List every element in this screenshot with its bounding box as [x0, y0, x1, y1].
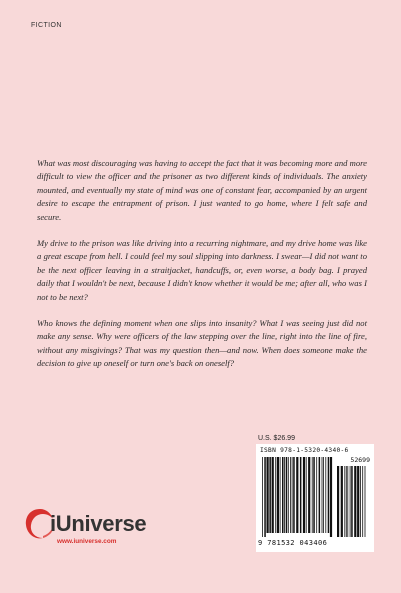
- barcode-bar: [365, 466, 366, 537]
- barcode-bar: [313, 457, 315, 533]
- barcode-bar: [347, 466, 348, 537]
- barcode-bar: [346, 466, 347, 537]
- barcode-bar: [290, 457, 291, 533]
- barcode-bar: [306, 457, 307, 533]
- barcode-bar: [325, 457, 326, 533]
- barcode-bar: [330, 457, 332, 537]
- barcode-bar: [344, 466, 345, 537]
- barcode-bar: [275, 457, 276, 533]
- barcode-bar: [300, 457, 302, 533]
- barcode-bar: [280, 457, 281, 533]
- barcode-bar: [357, 466, 359, 537]
- price-label: U.S. $26.99: [258, 435, 295, 442]
- barcode-bar: [288, 457, 289, 533]
- blurb: [37, 157, 367, 384]
- barcode-bar: [323, 457, 324, 533]
- barcode-bar: [308, 457, 310, 533]
- barcode-bar: [328, 457, 330, 533]
- barcode-bar: [293, 457, 295, 533]
- barcode-bar: [264, 457, 266, 537]
- barcode-bar: [277, 457, 279, 533]
- barcode-bar: [337, 466, 339, 537]
- barcode-bar: [354, 466, 356, 537]
- barcode-bar: [360, 466, 361, 537]
- blurb-paragraph: My drive to the prison was like driving into a recurring nightmare, and my drive home was like a great escape from hell. I could feel my soul slipping into darkness. I swear—I did not want to be the next officer leaving in a straitjacket, handcuffs, or, even worse, a body bag. I prayed daily that I wouldn't be next, because I didn't know whether it would be me; after all, who was I not to be next?: [37, 238, 367, 302]
- barcode-bar: [312, 457, 313, 533]
- barcode-bar: [292, 457, 293, 533]
- barcode-box: [256, 444, 374, 552]
- barcode-bar: [322, 457, 323, 533]
- ean-digits: 9 781532 043406: [258, 539, 328, 547]
- barcode-bar: [269, 457, 271, 533]
- barcode-bar: [362, 466, 363, 537]
- publisher-url: www.iuniverse.com: [57, 538, 117, 545]
- blurb-paragraph: What was most discouraging was having to accept the fact that it was becoming more and more difficult to view the officer and the prisoner as two different kinds of individuals. The anxiety mounted, and eventually my state of mind was one of constant fear, accompanied by an urgent desire to escape the entrapment of prison. I just wanted to go home, where I felt safe and secure.: [37, 158, 367, 222]
- barcode-bar: [272, 457, 274, 533]
- publisher-name: iUniverse: [50, 511, 147, 536]
- barcode-bar: [286, 457, 288, 533]
- genre-label: FICTION: [31, 22, 62, 29]
- barcode-bar: [341, 466, 343, 537]
- barcode-bar: [350, 466, 351, 537]
- addon-code: 52699: [350, 456, 370, 464]
- addon-barcode: [337, 466, 367, 537]
- barcode-bar: [296, 457, 298, 533]
- isbn-text: ISBN 978-1-5320-4340-6: [260, 447, 349, 454]
- ean-barcode: [262, 457, 334, 537]
- barcode-bar: [303, 457, 305, 533]
- barcode-bar: [267, 457, 269, 533]
- publisher-logo: [23, 507, 173, 547]
- barcode-bar: [282, 457, 284, 533]
- blurb-paragraph: Who knows the defining moment when one slips into insanity? What I was seeing just did not make any sense. Why were officers of the law stepping over the line, right into the line of fire, without any misgivings? That was my question then—and now. When does someone make the decision to give up oneself or turn one's back on oneself?: [37, 318, 367, 369]
- barcode-bar: [319, 457, 321, 533]
- barcode-bar: [351, 466, 353, 537]
- barcode-bar: [284, 457, 285, 533]
- barcode-bar: [316, 457, 317, 533]
- barcode-bar: [262, 457, 263, 537]
